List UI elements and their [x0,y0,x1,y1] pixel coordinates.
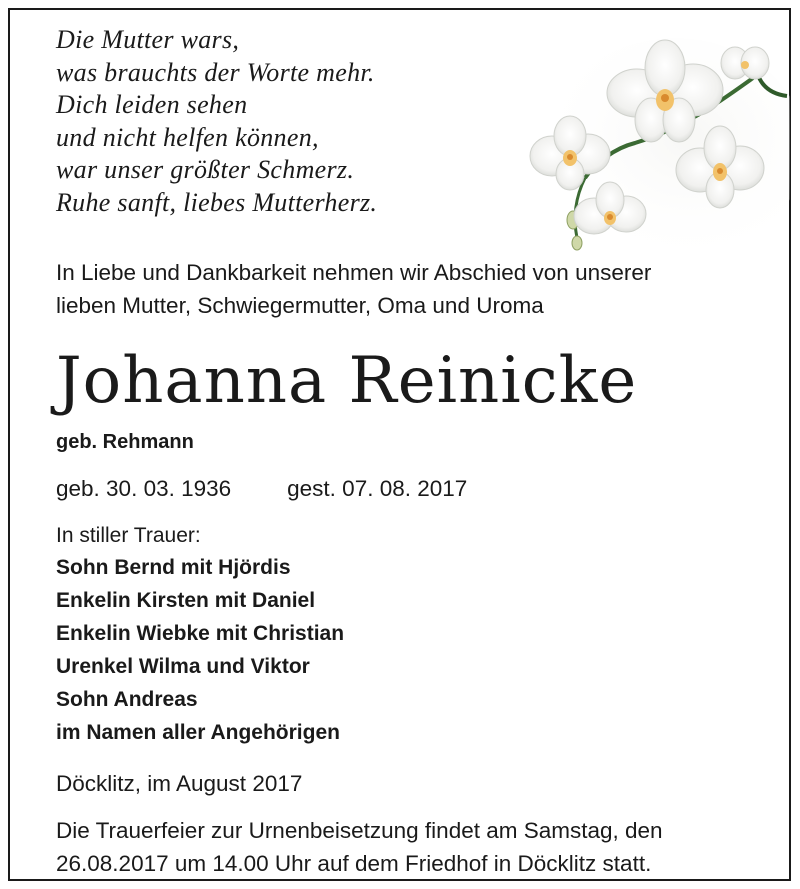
poem-line: und nicht helfen können, [56,122,319,152]
deceased-name: Johanna Reinicke [56,344,638,418]
poem-line: war unser größter Schmerz. [56,155,355,184]
intro-line: lieben Mutter, Schwiegermutter, Oma und Uroma [56,293,544,318]
service-line: 26.08.2017 um 14.00 Uhr auf dem Friedhof in Döcklitz statt. [56,851,652,876]
maiden-name: geb. Rehmann [56,431,194,453]
service-line: Die Trauerfeier zur Urnenbeisetzung findet am Samstag, den [56,818,663,843]
mourner-item: Sohn Andreas [56,688,198,711]
mourner-item: Enkelin Wiebke mit Christian [56,622,345,645]
intro-line: In Liebe und Dankbarkeit nehmen wir Abschied von unserer [56,260,652,285]
mourning-heading: In stiller Trauer: [56,524,201,547]
place-date: Döcklitz, im August 2017 [56,771,303,796]
mourner-item: Enkelin Kirsten mit Daniel [56,589,316,612]
service-info [56,814,776,880]
poem-line: Ruhe sanft, liebes Mutterherz. [56,187,378,217]
death-date: gest. 07. 08. 2017 [287,476,468,501]
mourner-item: Sohn Bernd mit Hjördis [56,556,291,579]
poem-line: was brauchts der Worte mehr. [56,57,375,87]
poem [56,24,377,219]
intro-text [56,256,776,322]
poem-line: Die Mutter wars, [56,25,240,54]
poem-line: Dich leiden sehen [56,90,248,119]
obituary-notice [8,8,791,881]
mourners-list [56,551,344,749]
mourner-item: Urenkel Wilma und Viktor [56,655,310,678]
birth-date: geb. 30. 03. 1936 [56,476,232,501]
mourner-item: im Namen aller Angehörigen [56,721,340,744]
life-dates [56,474,467,504]
orchid-image [525,38,790,253]
